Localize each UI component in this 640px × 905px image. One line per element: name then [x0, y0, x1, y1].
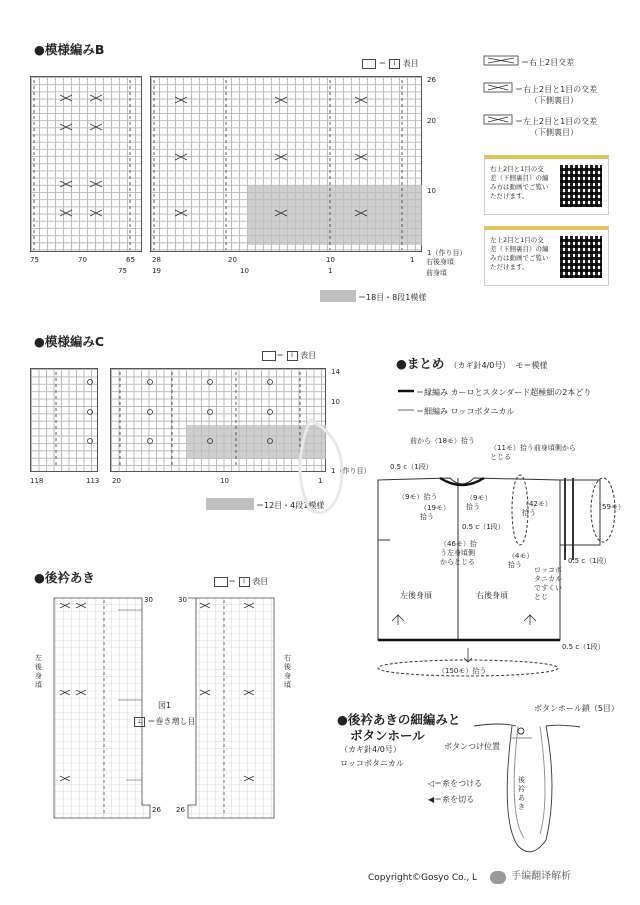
summary-hook: （カギ針4/0号） — [449, 361, 511, 370]
summary-left-back: 左後身頃 — [400, 591, 432, 600]
pattern-c-legend: ＝ I 表目 — [262, 350, 316, 361]
back-neck-fig-note-row: ⊥ ＝巻き増し目 — [134, 716, 196, 727]
pattern-b-row-tick: 26 — [427, 76, 436, 84]
pattern-b-col-tick: 1 — [328, 267, 333, 275]
summary-lokko: ロッコボタニカルですくいとじ — [534, 566, 562, 601]
back-neck-tick: 30 — [144, 596, 153, 604]
pattern-b-col-tick: 19 — [152, 267, 161, 275]
summary-m59: （59モ） — [595, 503, 625, 511]
pattern-b-col-tick: 75 — [30, 256, 39, 264]
pattern-c-row-tick: 14 — [331, 368, 340, 376]
cast-on-symbol-icon: ⊥ — [134, 717, 145, 727]
summary-line1: ＝縁編み カーロとスタンダード超極細の2本どり — [416, 388, 592, 397]
edging-neck-label: 後衿あき — [518, 776, 525, 811]
summary-right-back: 右後身頃 — [476, 591, 508, 600]
qr-card-text: 左上2目と1目の交差（下側裏目）の編み方は動画でご覧いただけます。 — [490, 236, 549, 271]
back-neck-right-label: 右後身頃 — [284, 654, 291, 689]
wechat-watermark — [490, 864, 630, 888]
pattern-c-row-tick: 1（作り目） — [331, 467, 371, 475]
cross-legend-1: ＝右上2目交差 — [521, 58, 575, 67]
pattern-c-col-tick: 20 — [112, 477, 121, 485]
legend-knit-text: 表目 — [402, 59, 419, 68]
knit-symbol-icon: I — [287, 351, 298, 361]
pattern-b-repeat-note: ＝18目・8段1模様 — [358, 293, 427, 302]
pattern-b-title: ●模様編みB — [34, 42, 105, 57]
summary-c3: 0.5 c（1段） — [568, 557, 611, 565]
pattern-c-col-tick: 1 — [318, 477, 323, 485]
footer-copyright: Copyright©Gosyo Co., L — [368, 873, 478, 883]
pattern-c-title: ●模様編みC — [34, 334, 105, 349]
summary-yarn-note: モ＝模様 — [515, 361, 548, 370]
pattern-c-col-tick: 113 — [86, 477, 100, 485]
pattern-b-col-tick: 20 — [228, 256, 237, 264]
pattern-b-row-tick: 20 — [427, 117, 436, 125]
back-neck-tick: 26 — [176, 806, 185, 814]
knit-symbol-icon: I — [389, 59, 400, 69]
edging-title-2: ボタンホール — [350, 728, 425, 743]
back-neck-fig-label: 図1 — [158, 701, 172, 710]
pattern-b-col-tick: 10 — [240, 267, 249, 275]
summary-title: ●まとめ — [396, 356, 445, 371]
pattern-b-row-tick: 10 — [427, 187, 436, 195]
pattern-c-repeat-note: ＝12目・4段1模様 — [256, 501, 325, 510]
summary-front-pick: 前から（18モ）拾う — [410, 437, 475, 445]
back-neck-legend: ＝ I 表目 — [214, 576, 268, 587]
wechat-name: 手编翻译解析 — [511, 871, 572, 882]
summary-m150: （150モ）拾う — [438, 667, 487, 675]
summary-m9b: （9モ）拾う — [466, 494, 492, 511]
summary-m42: （42モ）拾う — [522, 500, 552, 517]
wechat-icon — [490, 871, 506, 884]
back-neck-tick: 30 — [178, 596, 187, 604]
summary-line2: ＝細編み ロッコボタニカル — [416, 407, 515, 416]
pattern-b-col-tick: 1 — [410, 256, 415, 264]
qr-card-text: 右上2目と1目の交差（下側裏目）の編み方は動画でご覧いただけます。 — [490, 165, 549, 200]
cross-legend-3-sub: （下側裏目） — [530, 128, 578, 137]
summary-m19: （19モ）拾う — [420, 504, 450, 521]
summary-m46: （46モ）拾う左身頃側からとじる — [440, 540, 477, 566]
back-neck-left-label: 左後身頃 — [35, 654, 42, 689]
knit-symbol-icon: I — [239, 577, 250, 587]
cross-legend-2-sub: （下側裏目） — [530, 96, 578, 105]
pattern-b-col-tick: 75 — [118, 267, 127, 275]
cross-legend-2: ＝右上2目と1目の交差 — [515, 85, 598, 94]
edging-button-pos: ボタンつけ位置 — [444, 742, 500, 751]
summary-c2: 0.5 c（1段） — [462, 523, 505, 531]
edging-buttonhole-label: ボタンホール鎖（5目） — [534, 704, 619, 713]
pattern-c-col-tick: 10 — [220, 477, 229, 485]
cross-legend-3: ＝左上2目と1目の交差 — [515, 117, 598, 126]
pattern-b-col-tick: 70 — [78, 256, 87, 264]
edging-attach-note: ◁＝糸をつける — [428, 779, 483, 788]
back-neck-title: ●後衿あき — [34, 570, 95, 585]
pattern-c-col-tick: 118 — [30, 477, 44, 485]
summary-m4: （4モ）拾う — [508, 552, 534, 569]
pattern-c-row-tick: 10 — [331, 398, 340, 406]
pattern-b-legend: ＝ I 表目 — [362, 58, 419, 69]
summary-front-edge: （11モ）拾う前身頃側からとじる — [490, 444, 576, 461]
summary-c1: 0.5 c（1段） — [390, 463, 433, 471]
edging-cut-note: ◀＝糸を切る — [428, 795, 475, 804]
edging-yarn: ロッコボタニカル — [340, 759, 404, 768]
summary-m9: （9モ）拾う — [398, 493, 438, 501]
edging-hook: （カギ針4/0号） — [340, 745, 401, 754]
pattern-b-col-tick: 28 — [152, 256, 161, 264]
pattern-b-col-tick: 65 — [126, 256, 135, 264]
back-neck-tick: 26 — [152, 806, 161, 814]
pattern-b-front-label: 前身頃 — [426, 269, 447, 277]
pattern-b-back-label: 右後身頃 — [426, 258, 454, 266]
summary-c4: 0.5 c（1段） — [562, 643, 605, 651]
pattern-b-col-tick: 10 — [326, 256, 335, 264]
edging-title-1: ●後衿あきの細編みと — [337, 712, 461, 727]
pattern-b-row-tick: 1（作り目） — [427, 249, 467, 257]
